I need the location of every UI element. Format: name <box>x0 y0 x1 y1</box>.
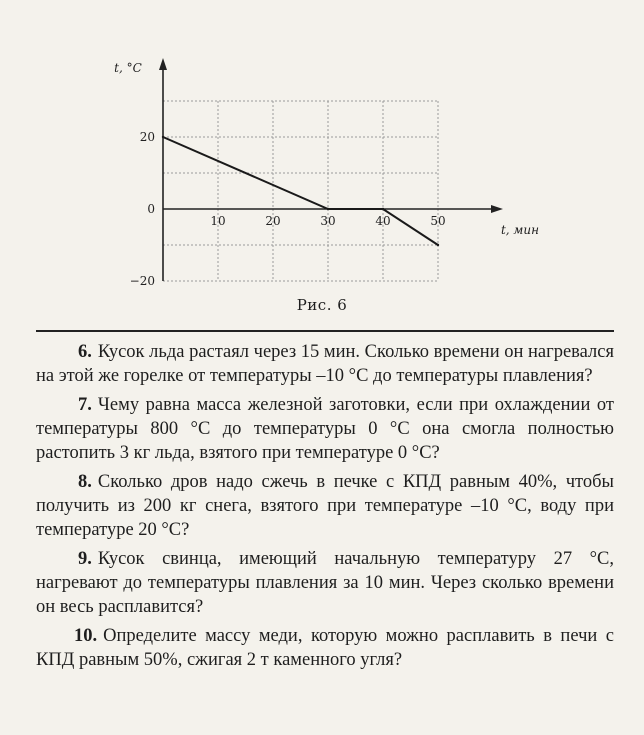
problem-number: 7. <box>78 395 92 415</box>
x-tick-label: 10 <box>210 214 226 228</box>
x-tick-label: 50 <box>430 214 446 228</box>
x-tick-label: 20 <box>265 214 281 228</box>
x-tick-label: 30 <box>320 214 336 228</box>
problem-number: 6. <box>78 342 92 362</box>
data-point <box>382 208 384 210</box>
data-point <box>437 244 439 246</box>
data-point <box>327 208 329 210</box>
y-tick-label: 0 <box>147 202 155 216</box>
problem-text: Кусок свинца, имеющий начальную температуру 27 °С, нагревают до температуры плавления за 10 мин. Через сколько времени он весь расплавится? <box>36 549 614 617</box>
problem-number: 8. <box>78 472 92 492</box>
section-divider <box>36 330 614 332</box>
problem-8 <box>36 470 614 542</box>
y-axis-arrow <box>159 58 167 70</box>
figure-6 <box>0 0 644 330</box>
problem-text: Кусок льда растаял через 15 мин. Сколько времени он нагревался на этой же горелке от температуры –10 °С до температуры плавления? <box>36 342 614 386</box>
problem-number: 10. <box>74 626 98 646</box>
problem-number: 9. <box>78 549 92 569</box>
x-tick-label: 40 <box>375 214 391 228</box>
problem-text: Определите массу меди, которую можно расплавить в печи с КПД равным 50%, сжигая 2 т каменного угля? <box>36 626 614 670</box>
figure-caption: Рис. 6 <box>296 296 348 314</box>
problem-7 <box>36 393 614 465</box>
problem-text: Чему равна масса железной заготовки, если при охлаждении от температуры 800 °С до температуры 0 °С она смогла полностью растопить 3 кг льда, взятого при температуре 0 °С? <box>36 395 614 463</box>
y-axis-label: t, °C <box>114 61 142 75</box>
x-axis-label: t, мин <box>500 223 540 237</box>
problem-6 <box>36 340 614 388</box>
data-point <box>162 136 164 138</box>
y-tick-label: −20 <box>129 274 155 288</box>
y-tick-label: 20 <box>139 130 155 144</box>
problem-10 <box>36 624 614 672</box>
problem-9 <box>36 547 614 619</box>
problem-text: Сколько дров надо сжечь в печке с КПД равным 40%, чтобы получить из 200 кг снега, взятого при температуре –10 °С, воду при температуре 20 °С? <box>36 472 614 540</box>
problem-list <box>36 340 614 677</box>
temperature-time-chart <box>0 0 644 300</box>
data-series-line <box>163 137 438 245</box>
x-axis-arrow <box>491 205 503 213</box>
